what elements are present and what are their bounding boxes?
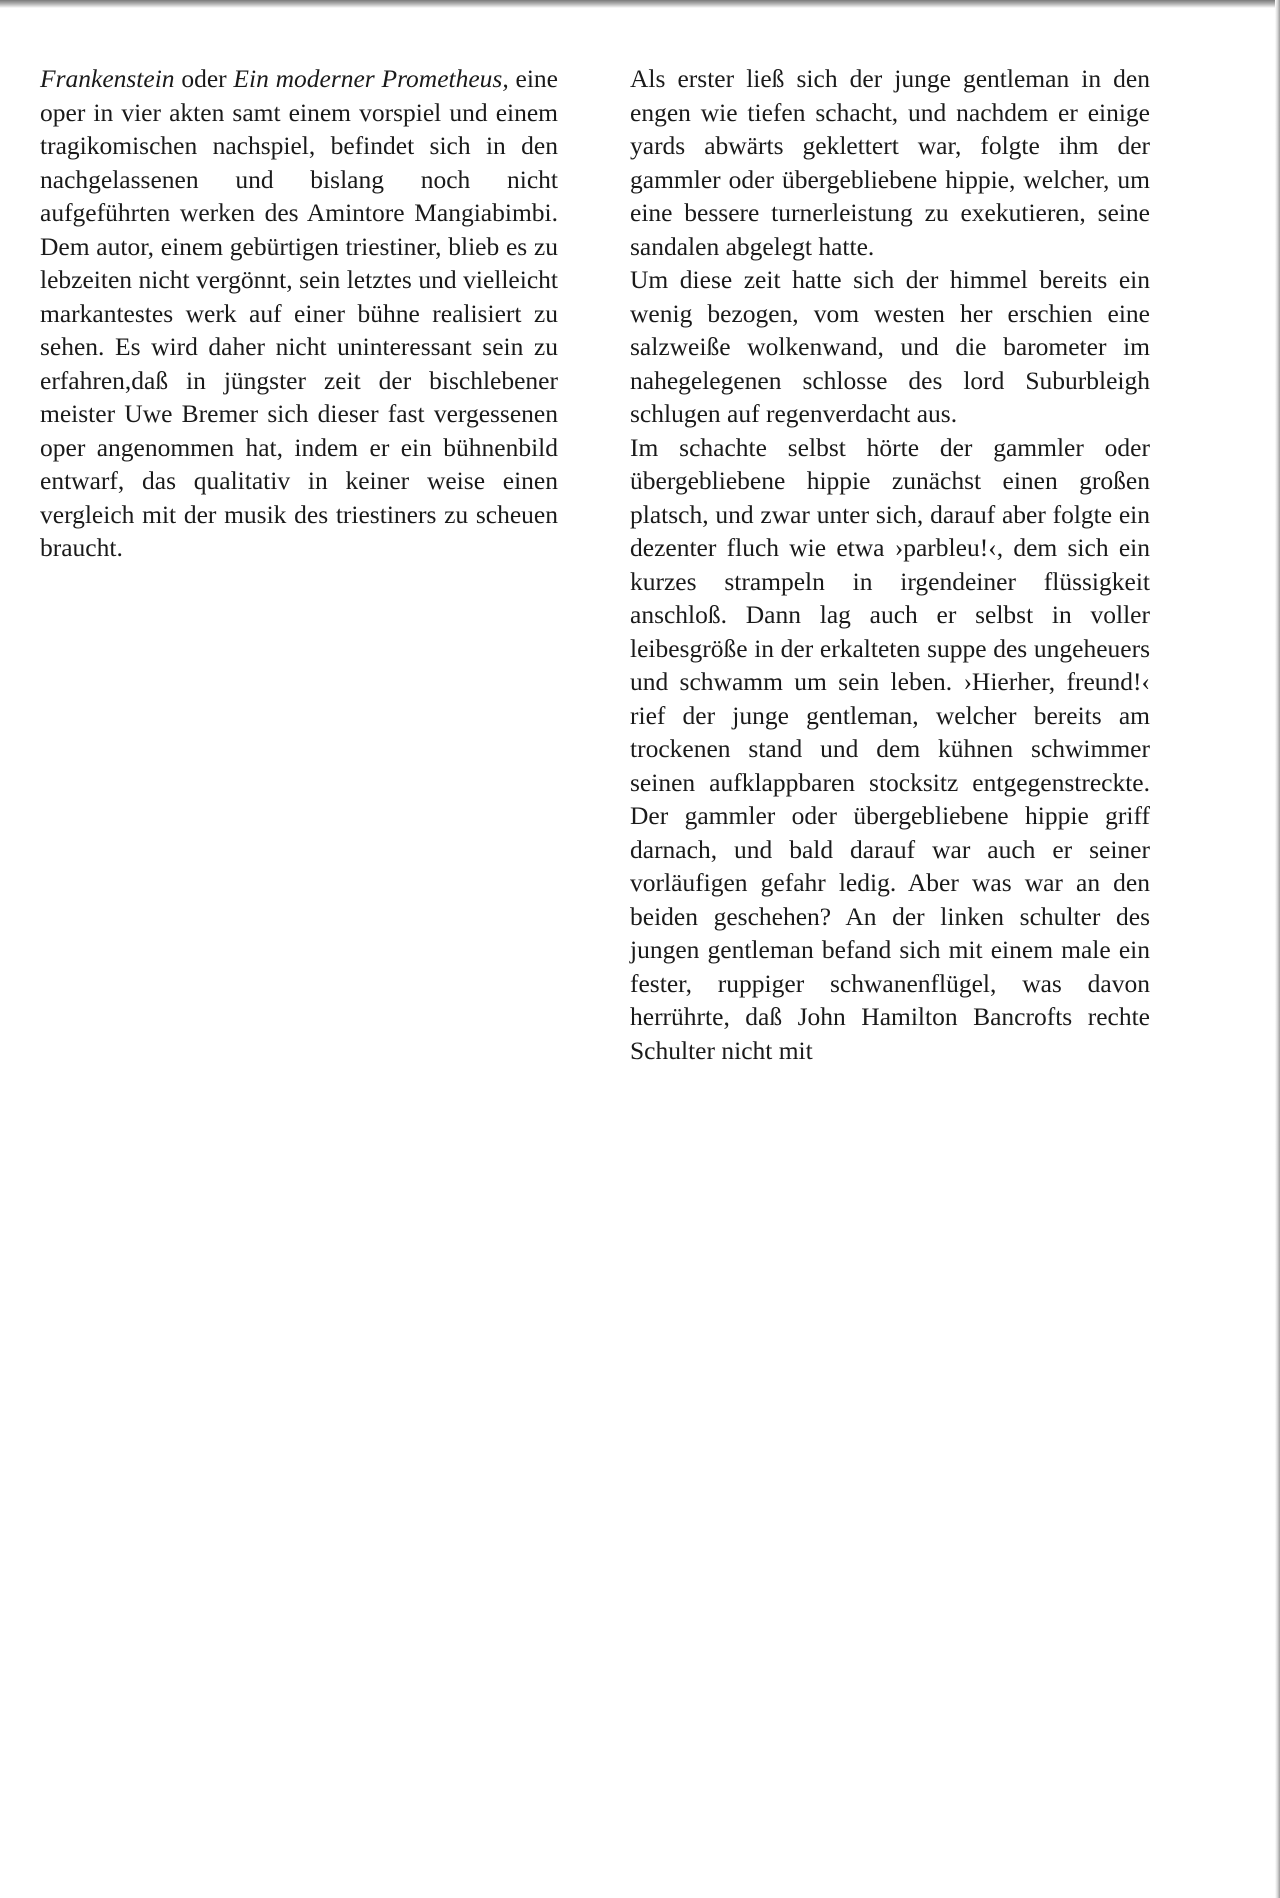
opera-subtitle: Ein moderner Prometheus, bbox=[233, 64, 509, 93]
left-text-column bbox=[40, 62, 558, 565]
title-connector: oder bbox=[174, 64, 234, 93]
intro-paragraph bbox=[40, 62, 558, 565]
story-paragraph-1: Als erster ließ sich der junge gentleman in den engen wie tiefen schacht, und nachdem er einige yards abwärts geklettert war, folgte ihm der gammler oder übergebliebene hippie, welcher, um eine bessere turnerleistung zu exekutieren, seine sandalen abgelegt hatte. bbox=[630, 64, 1150, 261]
scan-top-edge bbox=[0, 0, 1280, 8]
opera-title-frankenstein: Frankenstein bbox=[40, 64, 175, 93]
story-paragraph-2: Um diese zeit hatte sich der himmel bereits ein wenig bezogen, vom westen her erschien eine salzweiße wolkenwand, und die barometer im nahegelegenen schlosse des lord Suburbleigh schlugen auf regenverdacht aus. bbox=[630, 265, 1150, 428]
right-text-column bbox=[630, 62, 1150, 1067]
intro-text: eine oper in vier akten samt einem vorspiel und einem tragikomischen nachspiel, befindet sich in den nachgelassenen und bislang noch nicht aufgeführten werken des Amintore Mangiabimbi. Dem autor, einem gebürtigen triestiner, blieb es zu lebzeiten nicht vergönnt, sein letztes und vielleicht markantestes werk auf einer bühne realisiert zu sehen. Es wird daher nicht uninteressant sein zu erfahren,daß in jüngster zeit der bischlebener meister Uwe Bremer sich dieser fast vergessenen oper angenommen hat, indem er ein bühnenbild entwarf, das qualitativ in keiner weise einen vergleich mit der musik des triestiners zu scheuen braucht. bbox=[40, 64, 558, 562]
scan-right-edge bbox=[1275, 0, 1280, 1898]
story-paragraph-3: Im schachte selbst hörte der gammler oder übergebliebene hippie zunächst einen großen platsch, und zwar unter sich, darauf aber folgte ein dezenter fluch wie etwa ›parbleu!‹, dem sich ein kurzes strampeln in irgendeiner flüssigkeit anschloß. Dann lag auch er selbst in voller leibesgröße in der erkalteten suppe des ungeheuers und schwamm um sein leben. ›Hierher, freund!‹ rief der junge gentleman, welcher bereits am trockenen stand und dem kühnen schwimmer seinen aufklappbaren stocksitz entgegenstreckte. Der gammler oder übergebliebene hippie griff darnach, und bald darauf war auch er seiner vorläufigen gefahr ledig. Aber was war an den beiden geschehen? An der linken schulter des jungen gentleman befand sich mit einem male ein fester, ruppiger schwanenflügel, was davon herrührte, daß John Hamilton Bancrofts rechte Schulter nicht mit bbox=[630, 432, 1150, 1065]
